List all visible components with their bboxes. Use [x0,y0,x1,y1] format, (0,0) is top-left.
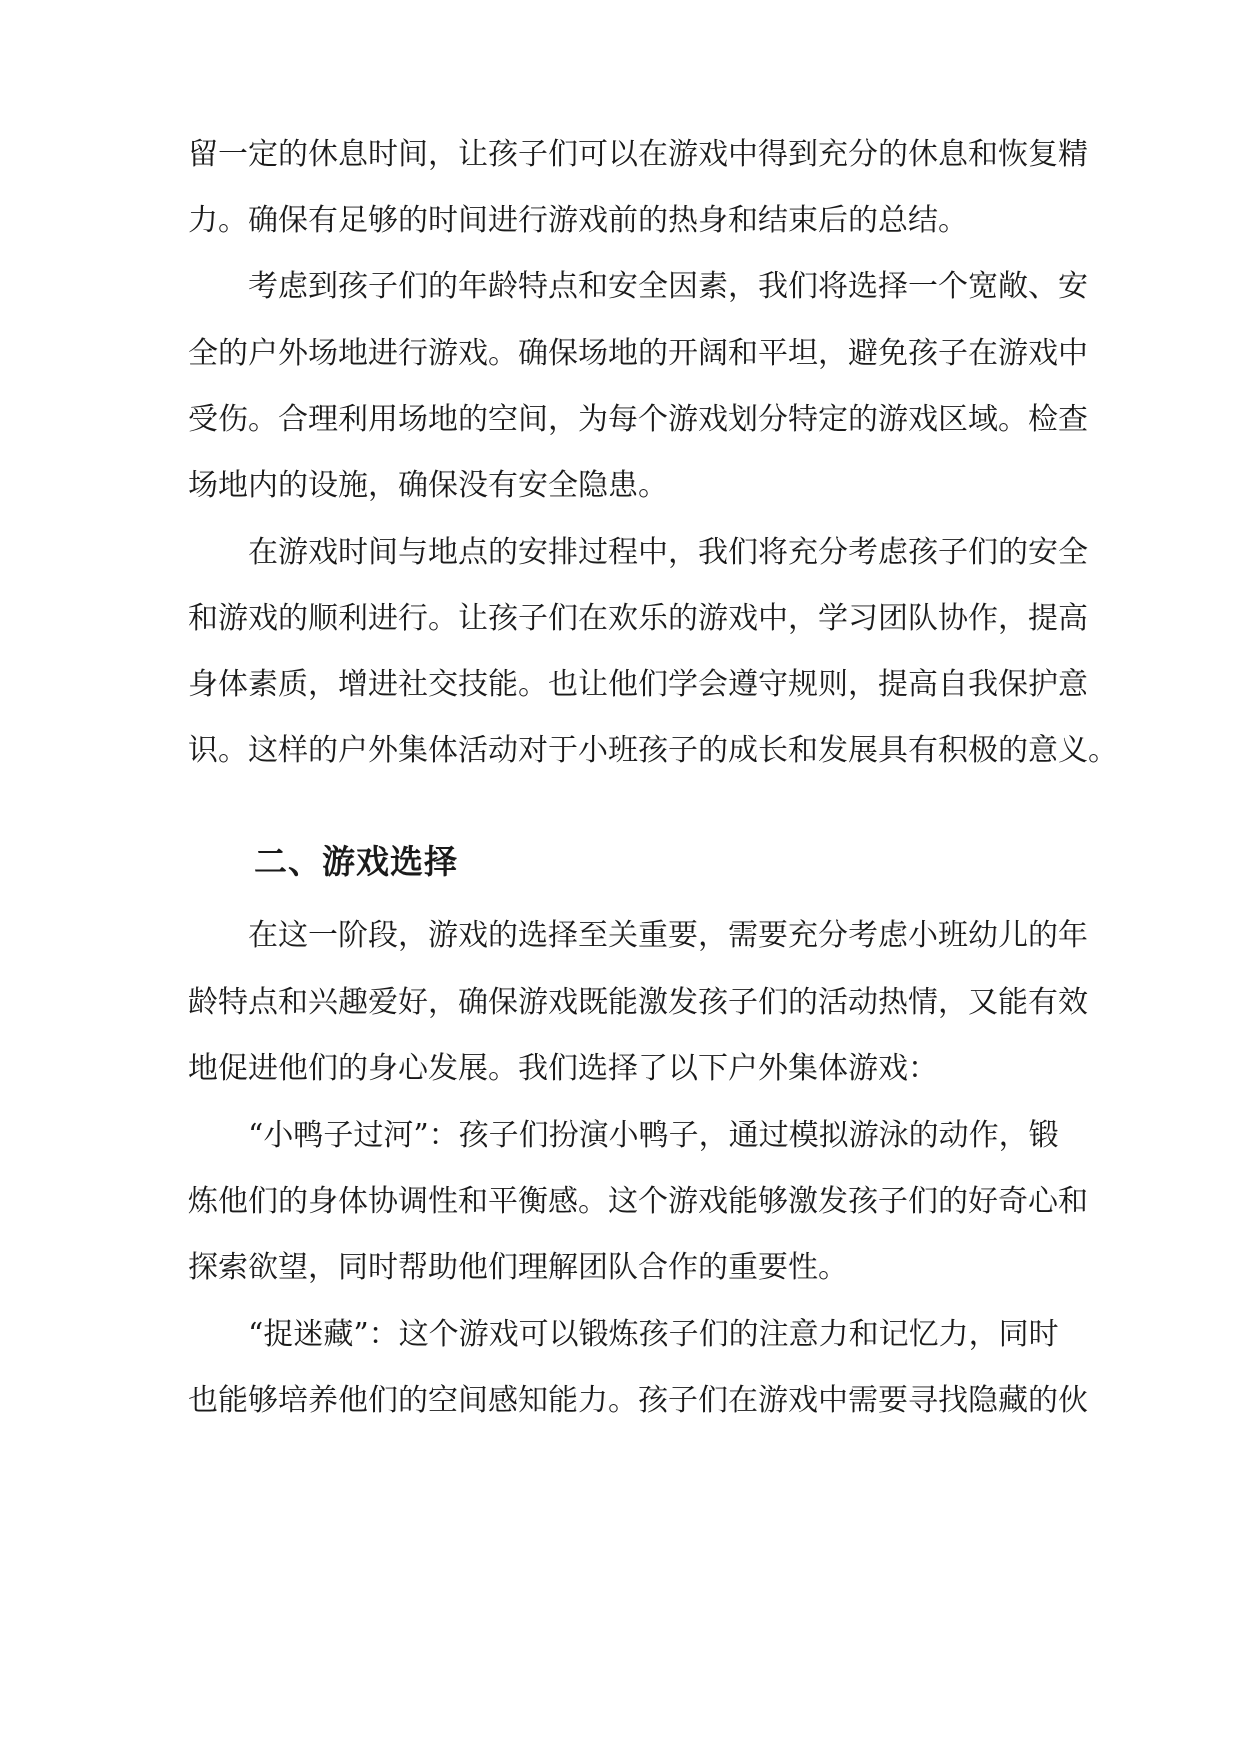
paragraph-3-line-1: 在游戏时间与地点的安排过程中，我们将充分考虑孩子们的安全 [248,535,1088,570]
paragraph-2-line-3: 受伤。合理利用场地的空间，为每个游戏划分特定的游戏区域。检查 [188,402,1088,437]
paragraph-4-line-1: 在这一阶段，游戏的选择至关重要，需要充分考虑小班幼儿的年 [248,918,1088,953]
paragraph-6-line-2: 也能够培养他们的空间感知能力。孩子们在游戏中需要寻找隐藏的伙 [188,1383,1088,1418]
section-heading: 二、游戏选择 [254,842,458,881]
paragraph-5-line-3: 探索欲望，同时帮助他们理解团队合作的重要性。 [188,1250,848,1285]
paragraph-2-line-2: 全的户外场地进行游戏。确保场地的开阔和平坦，避免孩子在游戏中 [188,336,1088,371]
paragraph-6-line-1: “捉迷藏”：这个游戏可以锻炼孩子们的注意力和记忆力，同时 [248,1317,1059,1352]
paragraph-1-line-2: 力。确保有足够的时间进行游戏前的热身和结束后的总结。 [188,203,968,238]
paragraph-1-line-1: 留一定的休息时间，让孩子们可以在游戏中得到充分的休息和恢复精 [188,137,1088,172]
paragraph-3-line-3: 身体素质，增进社交技能。也让他们学会遵守规则，提高自我保护意 [188,667,1088,702]
paragraph-2-line-4: 场地内的设施，确保没有安全隐患。 [188,468,668,503]
paragraph-5-line-2: 炼他们的身体协调性和平衡感。这个游戏能够激发孩子们的好奇心和 [188,1184,1088,1219]
paragraph-4-line-2: 龄特点和兴趣爱好，确保游戏既能激发孩子们的活动热情，又能有效 [188,985,1088,1020]
paragraph-2-line-1: 考虑到孩子们的年龄特点和安全因素，我们将选择一个宽敞、安 [248,269,1088,304]
paragraph-5-line-1: “小鸭子过河”：孩子们扮演小鸭子，通过模拟游泳的动作，锻 [248,1118,1059,1153]
paragraph-3-line-4: 识。这样的户外集体活动对于小班孩子的成长和发展具有积极的意义。 [188,733,1118,768]
paragraph-3-line-2: 和游戏的顺利进行。让孩子们在欢乐的游戏中，学习团队协作，提高 [188,601,1088,636]
paragraph-4-line-3: 地促进他们的身心发展。我们选择了以下户外集体游戏： [188,1051,938,1086]
